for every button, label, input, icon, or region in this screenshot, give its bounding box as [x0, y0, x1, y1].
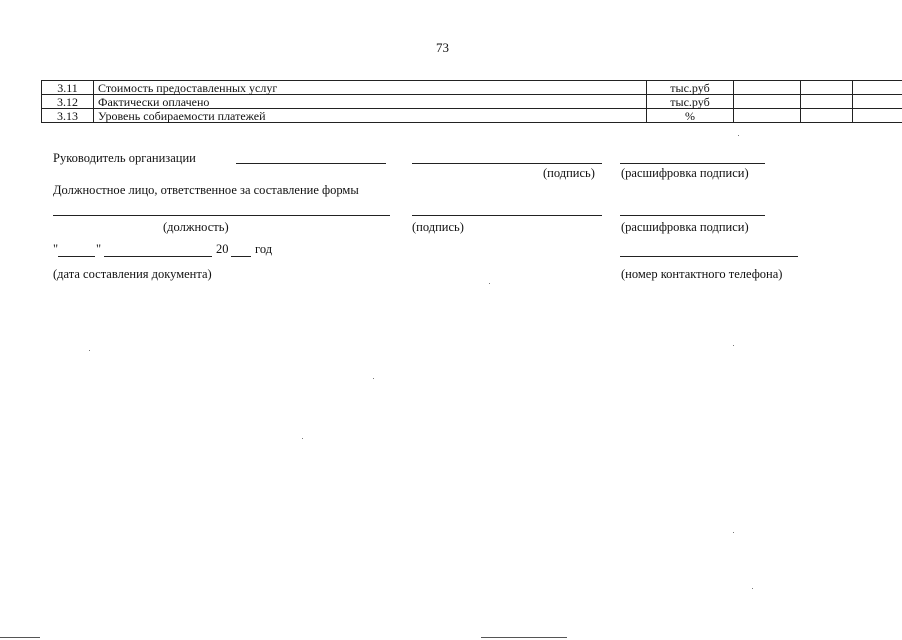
row-value-3 [853, 95, 902, 109]
date-year-suffix: год [255, 242, 273, 256]
row-unit: % [647, 109, 734, 123]
row-value-2 [801, 109, 853, 123]
date-day-line [58, 256, 95, 257]
responsible-official-label: Должностное лицо, ответственное за составление формы [53, 183, 359, 197]
scan-speck [302, 438, 303, 439]
scan-speck [373, 378, 374, 379]
row-unit: тыс.руб [647, 81, 734, 95]
date-year-prefix: 20 [216, 242, 229, 256]
scan-speck [89, 350, 90, 351]
row-value-2 [801, 95, 853, 109]
row-value-2 [801, 81, 853, 95]
row-number: 3.13 [42, 109, 94, 123]
row-number: 3.12 [42, 95, 94, 109]
row-value-1 [734, 81, 801, 95]
scan-edge-mark [0, 637, 40, 638]
date-quote-close: " [96, 242, 102, 256]
row-value-3 [853, 109, 902, 123]
row-value-3 [853, 81, 902, 95]
scan-speck [733, 345, 734, 346]
position-caption: (должность) [163, 220, 229, 234]
official-transcript-caption: (расшифровка подписи) [621, 220, 749, 234]
page-number: 73 [436, 40, 449, 55]
official-transcript-line [620, 215, 765, 216]
scan-speck [489, 283, 490, 284]
row-number: 3.11 [42, 81, 94, 95]
date-month-line [104, 256, 212, 257]
date-year-line [231, 256, 251, 257]
head-position-line [236, 163, 386, 164]
table-row [42, 109, 902, 123]
row-value-1 [734, 109, 801, 123]
scan-speck [733, 532, 734, 533]
head-transcript-line [620, 163, 765, 164]
date-quote-open: " [53, 242, 59, 256]
row-unit: тыс.руб [647, 95, 734, 109]
row-name: Стоимость предоставленных услуг [94, 81, 647, 95]
scan-speck [752, 588, 753, 589]
official-signature-line [412, 215, 602, 216]
row-name: Уровень собираемости платежей [94, 109, 647, 123]
scan-edge-mark [481, 637, 567, 638]
scan-speck [738, 135, 739, 136]
head-signature-caption: (подпись) [543, 166, 595, 180]
table-row [42, 95, 902, 109]
date-caption: (дата составления документа) [53, 267, 212, 281]
row-name: Фактически оплачено [94, 95, 647, 109]
head-transcript-caption: (расшифровка подписи) [621, 166, 749, 180]
row-value-1 [734, 95, 801, 109]
official-signature-caption: (подпись) [412, 220, 464, 234]
phone-line [620, 256, 798, 257]
official-position-line [53, 215, 390, 216]
table-row [42, 81, 902, 95]
indicator-table [41, 80, 902, 123]
head-signature-line [412, 163, 602, 164]
head-of-organization-label: Руководитель организации [53, 151, 196, 165]
phone-caption: (номер контактного телефона) [621, 267, 783, 281]
